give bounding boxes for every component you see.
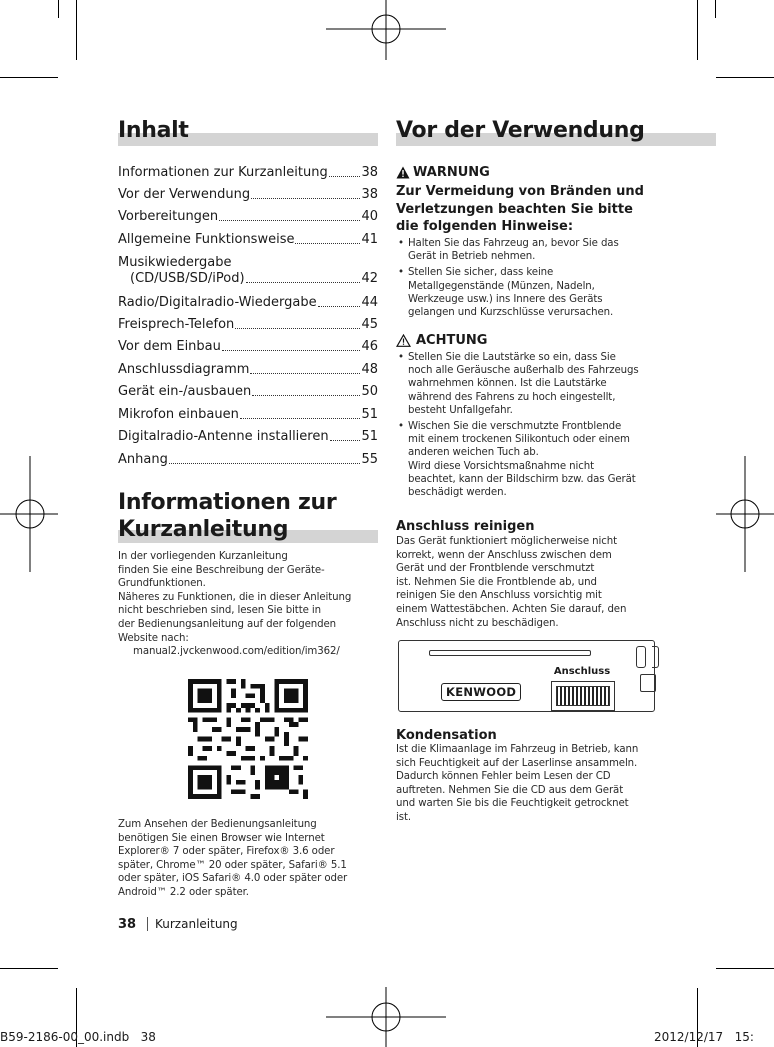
caution-list xyxy=(398,351,710,499)
registration-mark-top xyxy=(326,0,446,60)
page-title-inhalt: Inhalt xyxy=(118,118,189,143)
toc-entry[interactable]: (CD/USB/SD/iPod) 42 xyxy=(130,271,378,286)
toc-entry[interactable]: Gerät ein-/ausbauen 50 xyxy=(118,384,378,399)
slug-left: B59-2186-00_00.indb 38 xyxy=(0,1030,156,1044)
browser-requirements: Zum Ansehen der Bedienungsanleitung benötigen Sie einen Browser wie Internet Explorer® 7 oder später, Firefox® 3.6 oder später, Chrome™ 20 oder später, Safari® 5.1 oder später, iOS Safari® 4.0 oder später oder Android™ 2.2 oder später. xyxy=(118,819,348,898)
warning-list xyxy=(398,237,708,319)
warning-subtitle: Zur Vermeidung von Bränden und Verletzungen beachten Sie bitte die folgenden Hinweise: xyxy=(396,184,644,234)
page-title-verwendung: Vor der Verwendung xyxy=(396,118,645,143)
footer-divider xyxy=(147,917,148,931)
toc-entry[interactable]: Vor der Verwendung 38 xyxy=(118,187,378,202)
brand-logo: KENWOOD xyxy=(441,683,521,701)
caution-heading: ACHTUNG xyxy=(396,332,487,349)
toc-entry[interactable]: Anhang 55 xyxy=(118,452,378,467)
device-illustration xyxy=(398,640,655,712)
warning-icon xyxy=(396,166,410,179)
warning-heading: WARNUNG xyxy=(396,164,490,181)
registration-mark-right xyxy=(716,456,774,572)
toc-entry[interactable]: Allgemeine Funktionsweise 41 xyxy=(118,232,378,247)
toc-entry[interactable]: Digitalradio-Antenne installieren 51 xyxy=(118,429,378,444)
caution-icon xyxy=(396,334,411,347)
condensation-paragraph: Ist die Klimaanlage im Fahrzeug in Betrieb, kann sich Feuchtigkeit auf der Laserlinse ansammeln. Dadurch können Fehler beim Lesen der CD auftreten. Nehmen Sie die CD aus dem Gerät und warten Sie bis die Feuchtigkeit getrocknet ist. xyxy=(396,744,639,823)
toc-entry[interactable]: Freisprech-Telefon 45 xyxy=(118,317,378,332)
toc-entry-label: Musikwiedergabe xyxy=(118,255,232,270)
warning-item: • Stellen Sie sicher, dass keine Metallgegenstände (Münzen, Nadeln, Werkzeuge usw.) ins Innere des Geräts gelangen und Kurzschlüsse verursachen. xyxy=(398,266,708,319)
registration-mark-bottom xyxy=(326,987,446,1047)
caution-item: • Wischen Sie die verschmutzte Frontblende mit einem trockenen Silikontuch oder einem anderen weichen Tuch ab. Wird diese Vorsichtsmaßnahme nicht beachtet, kann der Bildschirm bzw. das Gerät beschädigt werden. xyxy=(398,420,710,499)
toc-entry[interactable]: Vor dem Einbau 46 xyxy=(118,339,378,354)
toc-entry[interactable]: Informationen zur Kurzanleitung 38 xyxy=(118,165,378,180)
toc-entry[interactable]: Anschlussdiagramm 48 xyxy=(118,362,378,377)
qr-code[interactable] xyxy=(188,679,308,799)
toc-entry[interactable]: Vorbereitungen 40 xyxy=(118,209,378,224)
manual-url[interactable]: manual2.jvckenwood.com/edition/im362/ xyxy=(133,646,340,658)
right-edge-mark xyxy=(652,646,659,668)
connector-label: Anschluss xyxy=(551,666,613,677)
toc-entry[interactable]: Mikrofon einbauen 51 xyxy=(118,407,378,422)
section-title-info: Informationen zur Kurzanleitung xyxy=(118,490,337,542)
caution-item: • Stellen Sie die Lautstärke so ein, dass Sie noch alle Geräusche außerhalb des Fahrzeugs wahrnehmen können. Ist die Lautstärke während des Fahrens zu hoch eingestellt, besteht Unfallgefahr. xyxy=(398,351,710,417)
info-paragraph: In der vorliegenden Kurzanleitung finden Sie eine Beschreibung der Geräte- Grundfunktionen. Näheres zu Funktionen, die in dieser Anleitung nicht beschrieben sind, lesen Sie bitte in der Bedienungsanleitung auf der folgenden Website nach: manual2.jvckenwood.com/edition/im362/ xyxy=(118,550,388,659)
clean-paragraph: Das Gerät funktioniert möglicherweise nicht korrekt, wenn der Anschluss zwischen dem Gerät und der Frontblende verschmutzt ist. Nehmen Sie die Frontblende ab, und reinigen Sie den Anschluss vorsichtig mit einem Wattestäbchen. Achten Sie darauf, den Anschluss nicht zu beschädigen. xyxy=(396,536,627,629)
section-heading-condensation: Kondensation xyxy=(396,728,497,743)
registration-mark-left xyxy=(0,456,58,572)
section-heading-clean: Anschluss reinigen xyxy=(396,519,535,534)
toc-entry[interactable]: Radio/Digitalradio-Wiedergabe 44 xyxy=(118,295,378,310)
page-number: 38 xyxy=(118,917,137,932)
warning-item: • Halten Sie das Fahrzeug an, bevor Sie das Gerät in Betrieb nehmen. xyxy=(398,237,708,263)
slug-right: 2012/12/17 15: xyxy=(654,1030,754,1044)
footer-section: Kurzanleitung xyxy=(155,917,238,931)
disc-slot xyxy=(429,650,591,656)
connector-port xyxy=(551,681,615,711)
